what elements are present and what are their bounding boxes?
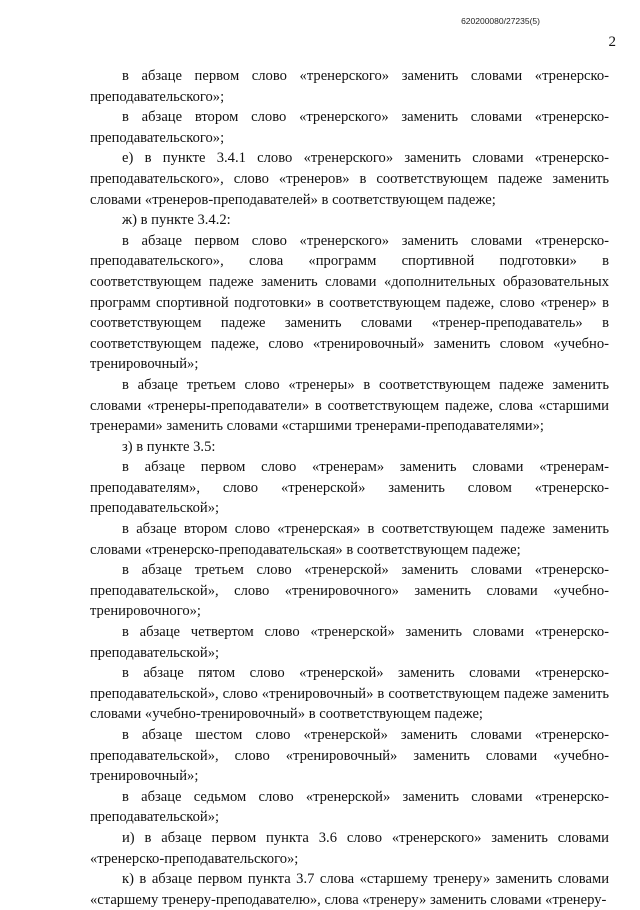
paragraph: в абзаце втором слово «тренерская» в соответствующем падеже заменить словами «тренерско-преподавательская» в соответствующем падеже; bbox=[90, 521, 609, 558]
page-number: 2 bbox=[608, 34, 616, 50]
paragraph: к) в абзаце первом пункта 3.7 слова «старшему тренеру» заменить словами «старшему тренеру-преподавателю», слова «тренеру» заменить словами «тренеру- bbox=[90, 871, 609, 908]
paragraph: в абзаце первом слово «тренерского» заменить словами «тренерско-преподавательского», слова «программ спортивной подготовки» в соответствующем падеже заменить словами «дополнительных образовательных программ спортивной подготовки» в соответствующем падеже, слово «тренер» в соответствующем падеже заменить словами «тренер-преподаватель» в соответствующем падеже, слово «тренировочный» заменить словом «учебно-тренировочный»; bbox=[90, 232, 609, 373]
paragraph: в абзаце шестом слово «тренерской» заменить словами «тренерско-преподавательской», слово «тренировочный» заменить словами «учебно-тренировочный»; bbox=[90, 727, 609, 785]
paragraph: в абзаце седьмом слово «тренерской» заменить словами «тренерско-преподавательской»; bbox=[90, 788, 609, 826]
paragraph: и) в абзаце первом пункта 3.6 слово «тренерского» заменить словами «тренерско-преподавательского»; bbox=[90, 829, 609, 867]
paragraph: е) в пункте 3.4.1 слово «тренерского» заменить словами «тренерско-преподавательского», слово «тренеров» в соответствующем падеже заменить словами «тренеров-преподавателей» в соответствующем падеже; bbox=[90, 150, 609, 208]
paragraph: ж) в пункте 3.4.2: bbox=[122, 212, 231, 229]
document-body bbox=[90, 66, 609, 910]
document-code: 620200080/27235(5) bbox=[461, 16, 540, 26]
paragraph: в абзаце первом слово «тренерам» заменить словами «тренерам-преподавателям», слово «тренерской» заменить словом «тренерско-преподавательской»; bbox=[90, 459, 609, 517]
paragraph: в абзаце втором слово «тренерского» заменить словами «тренерско-преподавательского»; bbox=[90, 109, 609, 146]
paragraph: з) в пункте 3.5: bbox=[122, 438, 216, 455]
paragraph: в абзаце третьем слово «тренерской» заменить словами «тренерско-преподавательской», слово «тренировочного» заменить словами «учебно-тренировочного»; bbox=[90, 562, 609, 620]
paragraph: в абзаце четвертом слово «тренерской» заменить словами «тренерско-преподавательской»; bbox=[90, 624, 609, 661]
paragraph: в абзаце первом слово «тренерского» заменить словами «тренерско-преподавательского»; bbox=[90, 68, 609, 105]
paragraph: в абзаце третьем слово «тренеры» в соответствующем падеже заменить словами «тренеры-преподаватели» в соответствующем падеже, слова «старшими тренерами» заменить словами «старшими тренерами-преподавателями»; bbox=[90, 376, 609, 435]
paragraph: в абзаце пятом слово «тренерской» заменить словами «тренерско-преподавательской», слово «тренировочный» в соответствующем падеже заменить словами «учебно-тренировочный» в соответствующем падеже; bbox=[90, 665, 609, 723]
